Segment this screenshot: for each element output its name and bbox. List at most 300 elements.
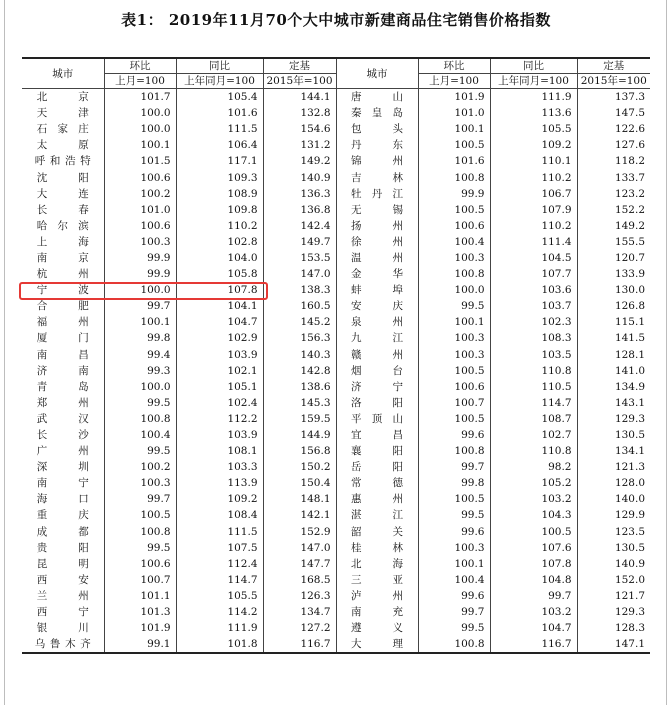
tb-value-right: 109.2 <box>490 137 577 153</box>
hb-value-left: 99.5 <box>104 540 176 556</box>
city-name-left: 昆明 <box>36 557 89 570</box>
hb-value-left: 100.2 <box>104 186 176 202</box>
dj-value-left: 149.7 <box>263 234 336 250</box>
city-name-left-cell <box>22 395 104 411</box>
dj-value-right: 130.0 <box>577 282 650 298</box>
hb-value-right: 100.6 <box>418 379 490 395</box>
city-name-left-cell <box>22 202 104 218</box>
table-row <box>22 169 650 185</box>
table-row <box>22 330 650 346</box>
table-row <box>22 636 650 653</box>
city-name-right-cell <box>336 540 418 556</box>
city-name-right: 吉林 <box>351 171 403 184</box>
city-name-right: 襄阳 <box>351 445 403 458</box>
hb-value-left: 100.0 <box>104 282 176 298</box>
city-name-left: 海口 <box>36 493 89 506</box>
tb-value-right: 102.3 <box>490 314 577 330</box>
dj-value-left: 147.7 <box>263 556 336 572</box>
tb-value-right: 110.2 <box>490 218 577 234</box>
city-name-left-cell <box>22 169 104 185</box>
tb-value-left: 109.3 <box>176 169 263 185</box>
city-name-right-cell <box>336 121 418 137</box>
table-row <box>22 186 650 202</box>
hb-value-right: 99.6 <box>418 588 490 604</box>
city-name-right-cell <box>336 443 418 459</box>
dj-value-left: 160.5 <box>263 298 336 314</box>
hb-value-left: 99.4 <box>104 347 176 363</box>
table-row <box>22 620 650 636</box>
dj-value-left: 134.7 <box>263 604 336 620</box>
city-name-left-cell <box>22 427 104 443</box>
city-name-left-cell <box>22 556 104 572</box>
city-name-right: 南充 <box>351 606 403 619</box>
dj-value-right: 128.0 <box>577 475 650 491</box>
tb-value-left: 111.5 <box>176 121 263 137</box>
city-name-right-cell <box>336 218 418 234</box>
dj-value-left: 168.5 <box>263 572 336 588</box>
tb-value-right: 105.2 <box>490 475 577 491</box>
city-name-left: 宁波 <box>36 284 89 297</box>
hb-value-left: 100.0 <box>104 379 176 395</box>
header-dj-right: 定基 <box>577 58 650 74</box>
hb-value-right: 100.6 <box>418 218 490 234</box>
dj-value-left: 136.3 <box>263 186 336 202</box>
hb-value-left: 100.6 <box>104 556 176 572</box>
hb-value-left: 99.8 <box>104 330 176 346</box>
dj-value-left: 145.2 <box>263 314 336 330</box>
hb-value-right: 99.5 <box>418 507 490 523</box>
hb-value-right: 100.0 <box>418 282 490 298</box>
city-name-left-cell <box>22 572 104 588</box>
tb-value-right: 111.9 <box>490 89 577 106</box>
tb-value-right: 105.5 <box>490 121 577 137</box>
dj-value-right: 143.1 <box>577 395 650 411</box>
city-name-left: 福州 <box>36 316 89 329</box>
tb-value-right: 114.7 <box>490 395 577 411</box>
dj-value-left: 136.8 <box>263 202 336 218</box>
hb-value-right: 100.5 <box>418 137 490 153</box>
city-name-right: 宜昌 <box>351 429 403 442</box>
city-name-left: 广州 <box>36 445 89 458</box>
subheader-dj-left: 2015年=100 <box>263 74 336 89</box>
city-name-left-cell <box>22 540 104 556</box>
table-body <box>22 89 650 654</box>
tb-value-right: 103.2 <box>490 604 577 620</box>
tb-value-right: 107.8 <box>490 556 577 572</box>
hb-value-right: 99.5 <box>418 620 490 636</box>
tb-value-left: 111.9 <box>176 620 263 636</box>
city-name-left: 成都 <box>36 525 89 538</box>
header-city-left: 城市 <box>22 58 104 89</box>
city-name-left-cell <box>22 186 104 202</box>
table-row <box>22 475 650 491</box>
city-name-right: 赣州 <box>351 348 403 361</box>
city-name-right: 安庆 <box>351 300 403 313</box>
tb-value-right: 103.6 <box>490 282 577 298</box>
dj-value-right: 147.1 <box>577 636 650 653</box>
dj-value-right: 120.7 <box>577 250 650 266</box>
dj-value-right: 123.5 <box>577 524 650 540</box>
dj-value-left: 131.2 <box>263 137 336 153</box>
city-name-right-cell <box>336 411 418 427</box>
city-name-left-cell <box>22 636 104 653</box>
hb-value-right: 100.3 <box>418 330 490 346</box>
city-name-right-cell <box>336 379 418 395</box>
city-name-right: 烟台 <box>351 364 403 377</box>
city-name-left: 郑州 <box>36 396 89 409</box>
hb-value-left: 101.1 <box>104 588 176 604</box>
city-name-left: 哈尔滨 <box>36 219 89 232</box>
tb-value-right: 107.9 <box>490 202 577 218</box>
tb-value-right: 113.6 <box>490 105 577 121</box>
hb-value-right: 100.8 <box>418 169 490 185</box>
city-name-left: 石家庄 <box>36 123 89 136</box>
hb-value-left: 99.9 <box>104 250 176 266</box>
hb-value-right: 99.6 <box>418 427 490 443</box>
hb-value-left: 100.7 <box>104 572 176 588</box>
dj-value-left: 152.9 <box>263 524 336 540</box>
city-name-left-cell <box>22 379 104 395</box>
city-name-left-cell <box>22 459 104 475</box>
city-name-right-cell <box>336 234 418 250</box>
highlight-box <box>19 282 268 300</box>
hb-value-left: 100.0 <box>104 105 176 121</box>
table-row <box>22 202 650 218</box>
dj-value-left: 150.2 <box>263 459 336 475</box>
table-row <box>22 443 650 459</box>
dj-value-left: 142.8 <box>263 363 336 379</box>
subheader-tb-right: 上年同月=100 <box>490 74 577 89</box>
dj-value-right: 147.5 <box>577 105 650 121</box>
dj-value-right: 137.3 <box>577 89 650 106</box>
dj-value-right: 123.2 <box>577 186 650 202</box>
city-name-right-cell <box>336 604 418 620</box>
subheader-hb-right: 上月=100 <box>418 74 490 89</box>
tb-value-right: 110.1 <box>490 153 577 169</box>
city-name-right: 金华 <box>351 268 403 281</box>
city-name-right-cell <box>336 314 418 330</box>
dj-value-right: 133.7 <box>577 169 650 185</box>
city-name-right: 九江 <box>351 332 403 345</box>
table-row <box>22 137 650 153</box>
city-name-left: 沈阳 <box>36 171 89 184</box>
dj-value-right: 130.5 <box>577 540 650 556</box>
city-name-right: 丹东 <box>351 139 403 152</box>
tb-value-left: 105.8 <box>176 266 263 282</box>
dj-value-left: 140.3 <box>263 347 336 363</box>
price-index-table <box>22 57 650 654</box>
tb-value-left: 103.9 <box>176 427 263 443</box>
hb-value-right: 100.5 <box>418 411 490 427</box>
hb-value-left: 100.4 <box>104 427 176 443</box>
hb-value-left: 100.5 <box>104 507 176 523</box>
city-name-left: 厦门 <box>36 332 89 345</box>
city-name-left: 兰州 <box>36 589 89 602</box>
tb-value-left: 102.1 <box>176 363 263 379</box>
city-name-right-cell <box>336 347 418 363</box>
hb-value-left: 100.8 <box>104 411 176 427</box>
hb-value-left: 101.5 <box>104 153 176 169</box>
hb-value-right: 100.4 <box>418 572 490 588</box>
tb-value-left: 104.0 <box>176 250 263 266</box>
hb-value-left: 99.5 <box>104 395 176 411</box>
tb-value-left: 103.9 <box>176 347 263 363</box>
city-name-right-cell <box>336 507 418 523</box>
city-name-left: 青岛 <box>36 380 89 393</box>
hb-value-left: 99.1 <box>104 636 176 653</box>
city-name-right: 泸州 <box>351 589 403 602</box>
dj-value-left: 126.3 <box>263 588 336 604</box>
city-name-right: 泉州 <box>351 316 403 329</box>
city-name-right-cell <box>336 524 418 540</box>
table-row <box>22 572 650 588</box>
city-name-left: 银川 <box>36 622 89 635</box>
dj-value-left: 156.8 <box>263 443 336 459</box>
tb-value-right: 111.4 <box>490 234 577 250</box>
hb-value-right: 101.6 <box>418 153 490 169</box>
city-name-right: 徐州 <box>351 235 403 248</box>
table-header <box>22 58 650 89</box>
hb-value-left: 100.1 <box>104 314 176 330</box>
city-name-left: 重庆 <box>36 509 89 522</box>
tb-value-right: 102.7 <box>490 427 577 443</box>
dj-value-left: 144.1 <box>263 89 336 106</box>
hb-value-right: 99.7 <box>418 459 490 475</box>
hb-value-left: 100.3 <box>104 234 176 250</box>
header-dj-left: 定基 <box>263 58 336 74</box>
city-name-right-cell <box>336 202 418 218</box>
tb-value-right: 104.3 <box>490 507 577 523</box>
dj-value-right: 133.9 <box>577 266 650 282</box>
city-name-left-cell <box>22 330 104 346</box>
city-name-left: 南京 <box>36 251 89 264</box>
city-name-left-cell <box>22 121 104 137</box>
dj-value-left: 156.3 <box>263 330 336 346</box>
hb-value-right: 100.8 <box>418 443 490 459</box>
hb-value-left: 99.3 <box>104 363 176 379</box>
hb-value-right: 101.9 <box>418 89 490 106</box>
tb-value-left: 108.9 <box>176 186 263 202</box>
table-row <box>22 363 650 379</box>
hb-value-left: 100.0 <box>104 121 176 137</box>
tb-value-left: 103.3 <box>176 459 263 475</box>
hb-value-right: 101.0 <box>418 105 490 121</box>
header-hb-right: 环比 <box>418 58 490 74</box>
city-name-left: 太原 <box>36 139 89 152</box>
hb-value-left: 101.0 <box>104 202 176 218</box>
tb-value-left: 108.4 <box>176 507 263 523</box>
header-tb-right: 同比 <box>490 58 577 74</box>
dj-value-left: 138.3 <box>263 282 336 298</box>
table-row <box>22 105 650 121</box>
dj-value-right: 121.3 <box>577 459 650 475</box>
hb-value-right: 100.1 <box>418 121 490 137</box>
city-name-left: 南宁 <box>36 477 89 490</box>
city-name-right-cell <box>336 395 418 411</box>
tb-value-right: 107.6 <box>490 540 577 556</box>
tb-value-left: 109.2 <box>176 491 263 507</box>
city-name-right-cell <box>336 298 418 314</box>
city-name-left: 长沙 <box>36 429 89 442</box>
city-name-right: 平顶山 <box>351 412 403 425</box>
tb-value-right: 104.5 <box>490 250 577 266</box>
tb-value-right: 103.7 <box>490 298 577 314</box>
tb-value-left: 105.4 <box>176 89 263 106</box>
tb-value-left: 104.1 <box>176 298 263 314</box>
tb-value-right: 99.7 <box>490 588 577 604</box>
city-name-right: 蚌埠 <box>351 284 403 297</box>
tb-value-left: 101.6 <box>176 105 263 121</box>
table-row <box>22 540 650 556</box>
subheader-hb-left: 上月=100 <box>104 74 176 89</box>
city-name-left: 西宁 <box>36 606 89 619</box>
city-name-right: 韶关 <box>351 525 403 538</box>
dj-value-right: 134.1 <box>577 443 650 459</box>
dj-value-left: 142.4 <box>263 218 336 234</box>
city-name-right-cell <box>336 89 418 106</box>
header-hb-left: 环比 <box>104 58 176 74</box>
city-name-left-cell <box>22 491 104 507</box>
tb-value-right: 110.2 <box>490 169 577 185</box>
table-row <box>22 507 650 523</box>
hb-value-left: 100.2 <box>104 459 176 475</box>
tb-value-left: 112.2 <box>176 411 263 427</box>
hb-value-right: 99.9 <box>418 186 490 202</box>
dj-value-left: 149.2 <box>263 153 336 169</box>
tb-value-right: 98.2 <box>490 459 577 475</box>
table-row <box>22 298 650 314</box>
tb-value-right: 108.7 <box>490 411 577 427</box>
city-name-left: 大连 <box>36 187 89 200</box>
city-name-right-cell <box>336 459 418 475</box>
table-row <box>22 395 650 411</box>
tb-value-left: 113.9 <box>176 475 263 491</box>
city-name-left: 贵阳 <box>36 541 89 554</box>
table-row <box>22 491 650 507</box>
dj-value-right: 134.9 <box>577 379 650 395</box>
city-name-left-cell <box>22 218 104 234</box>
header-city-right: 城市 <box>336 58 418 89</box>
city-name-right: 北海 <box>351 557 403 570</box>
city-name-left: 西安 <box>36 573 89 586</box>
dj-value-left: 127.2 <box>263 620 336 636</box>
city-name-right: 温州 <box>351 251 403 264</box>
hb-value-right: 100.8 <box>418 636 490 653</box>
city-name-left: 杭州 <box>36 268 89 281</box>
city-name-left-cell <box>22 443 104 459</box>
city-name-right-cell <box>336 556 418 572</box>
hb-value-right: 100.3 <box>418 347 490 363</box>
tb-value-left: 105.1 <box>176 379 263 395</box>
city-name-left-cell <box>22 604 104 620</box>
tb-value-left: 105.5 <box>176 588 263 604</box>
city-name-right: 济宁 <box>351 380 403 393</box>
dj-value-left: 150.4 <box>263 475 336 491</box>
subheader-dj-right: 2015年=100 <box>577 74 650 89</box>
dj-value-right: 122.6 <box>577 121 650 137</box>
dj-value-left: 144.9 <box>263 427 336 443</box>
city-name-right-cell <box>336 491 418 507</box>
city-name-right: 遵义 <box>351 622 403 635</box>
tb-value-left: 114.7 <box>176 572 263 588</box>
city-name-right-cell <box>336 186 418 202</box>
city-name-right: 扬州 <box>351 219 403 232</box>
dj-value-right: 141.0 <box>577 363 650 379</box>
dj-value-left: 116.7 <box>263 636 336 653</box>
city-name-left: 武汉 <box>36 412 89 425</box>
hb-value-left: 99.9 <box>104 266 176 282</box>
dj-value-right: 128.3 <box>577 620 650 636</box>
city-name-right-cell <box>336 169 418 185</box>
tb-value-right: 110.8 <box>490 443 577 459</box>
city-name-right: 惠州 <box>351 493 403 506</box>
hb-value-left: 100.3 <box>104 475 176 491</box>
city-name-left-cell <box>22 153 104 169</box>
city-name-right-cell <box>336 572 418 588</box>
city-name-left-cell <box>22 105 104 121</box>
tb-value-right: 100.5 <box>490 524 577 540</box>
hb-value-right: 99.7 <box>418 604 490 620</box>
tb-value-left: 107.8 <box>176 282 263 298</box>
dj-value-left: 138.6 <box>263 379 336 395</box>
tb-value-right: 107.7 <box>490 266 577 282</box>
city-name-left: 深圳 <box>36 461 89 474</box>
city-name-right-cell <box>336 636 418 653</box>
tb-value-left: 114.2 <box>176 604 263 620</box>
hb-value-left: 100.8 <box>104 524 176 540</box>
city-name-left: 上海 <box>36 235 89 248</box>
tb-value-right: 116.7 <box>490 636 577 653</box>
city-name-left-cell <box>22 89 104 106</box>
table-row <box>22 250 650 266</box>
table-row <box>22 266 650 282</box>
table-title: 表1： 2019年11月70个大中城市新建商品住宅销售价格指数 <box>121 11 551 29</box>
dj-value-left: 154.6 <box>263 121 336 137</box>
city-name-left: 呼和浩特 <box>34 155 91 168</box>
hb-value-left: 101.9 <box>104 620 176 636</box>
city-name-left-cell <box>22 137 104 153</box>
city-name-left: 长春 <box>36 203 89 216</box>
dj-value-right: 128.1 <box>577 347 650 363</box>
city-name-right: 岳阳 <box>351 461 403 474</box>
tb-value-left: 117.1 <box>176 153 263 169</box>
table-row <box>22 524 650 540</box>
tb-value-left: 102.9 <box>176 330 263 346</box>
tb-value-left: 109.8 <box>176 202 263 218</box>
dj-value-right: 152.0 <box>577 572 650 588</box>
hb-value-left: 99.5 <box>104 443 176 459</box>
city-name-right: 锦州 <box>351 155 403 168</box>
hb-value-left: 100.6 <box>104 169 176 185</box>
table-row <box>22 459 650 475</box>
dj-value-left: 159.5 <box>263 411 336 427</box>
city-name-right: 秦皇岛 <box>351 107 403 120</box>
dj-value-left: 132.8 <box>263 105 336 121</box>
city-name-left: 济南 <box>36 364 89 377</box>
city-name-right: 牡丹江 <box>351 187 403 200</box>
dj-value-right: 140.0 <box>577 491 650 507</box>
city-name-left-cell <box>22 524 104 540</box>
tb-value-right: 104.8 <box>490 572 577 588</box>
city-name-right: 洛阳 <box>351 396 403 409</box>
city-name-right-cell <box>336 620 418 636</box>
city-name-right-cell <box>336 282 418 298</box>
table-row <box>22 121 650 137</box>
city-name-right: 唐山 <box>351 91 403 104</box>
city-name-left-cell <box>22 234 104 250</box>
tb-value-left: 107.5 <box>176 540 263 556</box>
table-row <box>22 89 650 106</box>
